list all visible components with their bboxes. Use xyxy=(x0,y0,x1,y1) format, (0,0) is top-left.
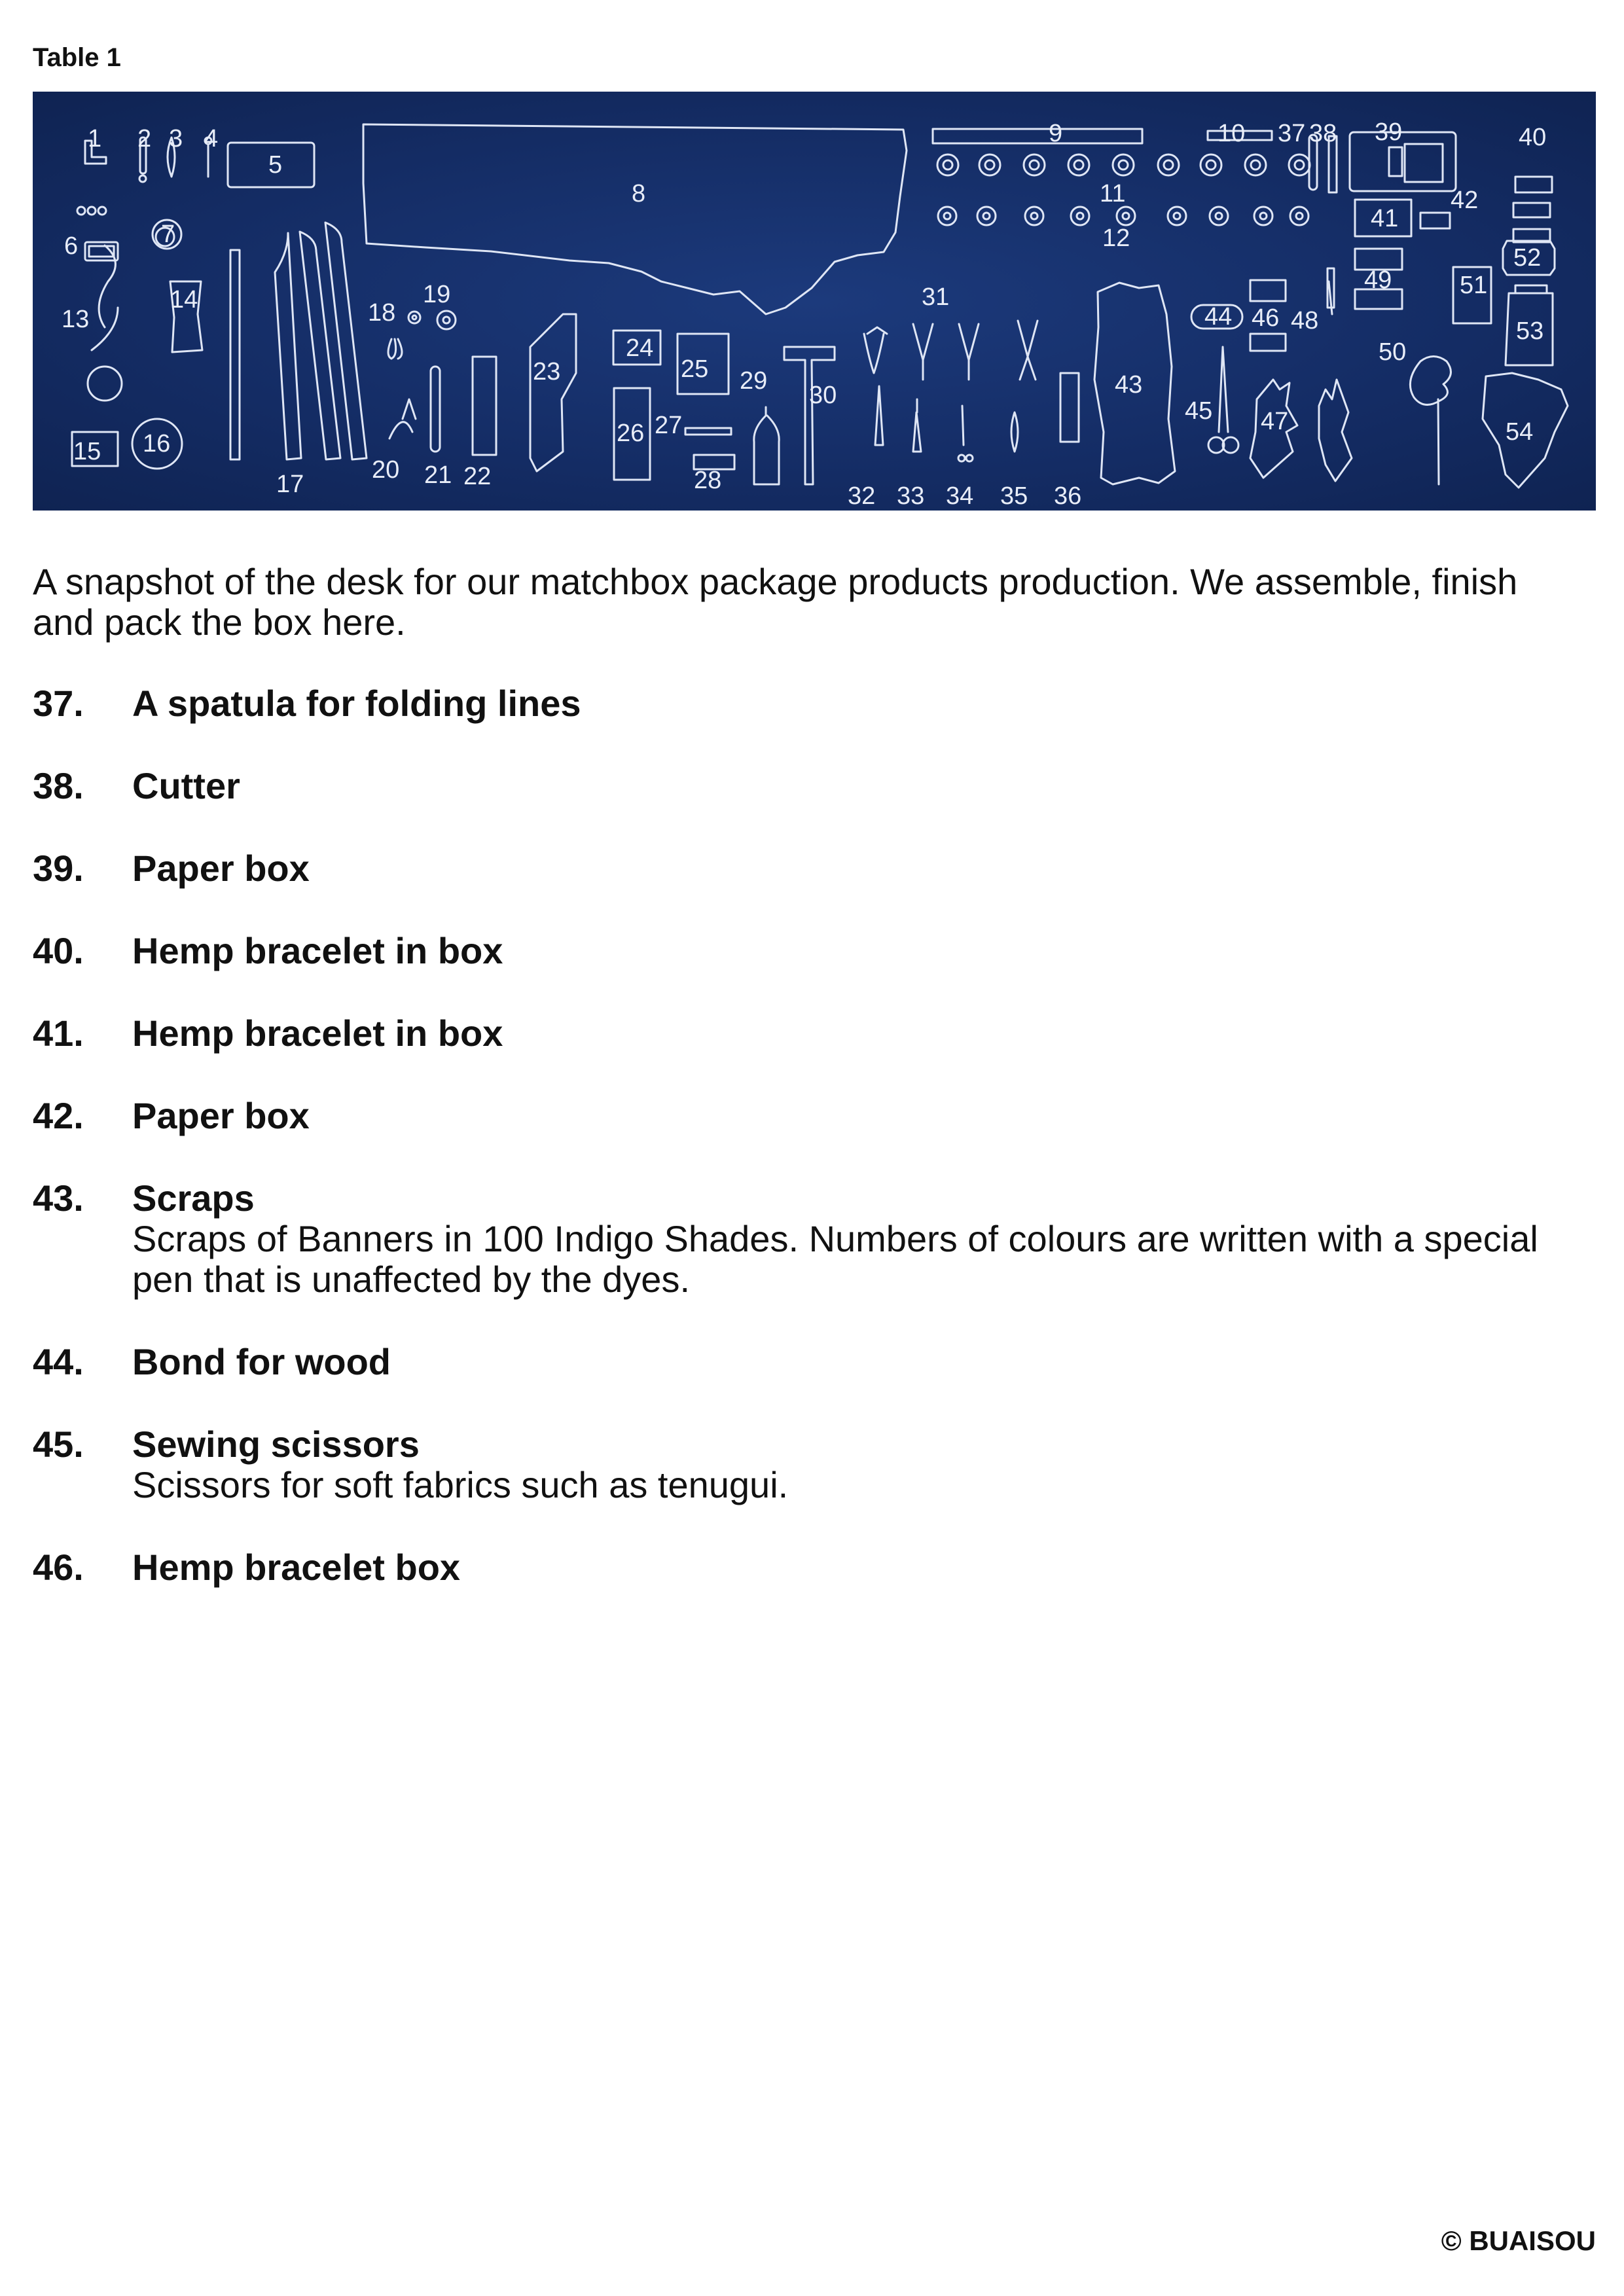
blueprint-label-46: 46 xyxy=(1252,304,1280,332)
item-title: Bond for wood xyxy=(132,1341,391,1382)
blueprint-label-34: 34 xyxy=(946,482,974,510)
item-title: Paper box xyxy=(132,1095,310,1136)
blueprint-label-49: 49 xyxy=(1364,266,1392,294)
item-title: A spatula for folding lines xyxy=(132,683,581,724)
blueprint-label-39: 39 xyxy=(1375,118,1403,146)
list-item xyxy=(33,848,1591,889)
list-item xyxy=(33,931,1591,971)
blueprint-label-41: 41 xyxy=(1371,205,1399,232)
blueprint-label-15: 15 xyxy=(73,438,101,465)
item-number: 38. xyxy=(33,765,84,806)
item-description: Scraps of Banners in 100 Indigo Shades. Numbers of colours are written with a special pen that is unaffected by the dyes. xyxy=(132,1218,1538,1300)
tool-blueprint-image xyxy=(33,92,1596,511)
blueprint-label-38: 38 xyxy=(1309,120,1337,147)
blueprint-label-19: 19 xyxy=(423,281,451,308)
blueprint-label-44: 44 xyxy=(1204,303,1233,331)
blueprint-label-12: 12 xyxy=(1102,224,1130,252)
intro-paragraph: A snapshot of the desk for our matchbox package products production. We assemble, finish and pack the box here. xyxy=(33,561,1518,643)
blueprint-label-8: 8 xyxy=(632,180,646,207)
item-number: 44. xyxy=(33,1341,84,1382)
blueprint-label-14: 14 xyxy=(170,286,198,314)
blueprint-label-43: 43 xyxy=(1115,371,1143,399)
blueprint-label-10: 10 xyxy=(1218,120,1246,147)
list-item xyxy=(33,683,1591,724)
blueprint-label-2: 2 xyxy=(137,125,152,152)
item-number: 45. xyxy=(33,1424,84,1465)
item-number: 39. xyxy=(33,848,84,889)
item-title: Sewing scissors xyxy=(132,1424,420,1465)
blueprint-label-35: 35 xyxy=(1000,482,1028,510)
blueprint-label-48: 48 xyxy=(1291,307,1319,334)
blueprint-label-28: 28 xyxy=(694,467,722,494)
blueprint-label-20: 20 xyxy=(372,456,400,484)
item-title: Cutter xyxy=(132,765,240,806)
blueprint-label-33: 33 xyxy=(897,482,925,510)
tool-outlines xyxy=(72,124,1568,488)
blueprint-label-50: 50 xyxy=(1379,338,1407,366)
blueprint-label-16: 16 xyxy=(143,430,171,457)
list-item xyxy=(33,1342,1591,1382)
blueprint-label-23: 23 xyxy=(533,358,561,386)
blueprint-label-27: 27 xyxy=(655,412,683,439)
blueprint-label-6: 6 xyxy=(64,232,79,260)
blueprint-label-51: 51 xyxy=(1460,272,1488,299)
blueprint-label-17: 17 xyxy=(276,471,304,498)
item-number: 40. xyxy=(33,930,84,971)
blueprint-label-21: 21 xyxy=(424,461,452,489)
blueprint-label-29: 29 xyxy=(740,367,768,395)
blueprint-label-30: 30 xyxy=(809,382,837,409)
blueprint-label-22: 22 xyxy=(463,463,492,490)
list-item xyxy=(33,1178,1591,1300)
blueprint-label-1: 1 xyxy=(88,125,102,152)
item-list xyxy=(33,683,1591,1630)
blueprint-label-5: 5 xyxy=(268,151,283,179)
list-item xyxy=(33,1013,1591,1054)
blueprint-label-45: 45 xyxy=(1185,397,1213,425)
blueprint-label-4: 4 xyxy=(204,125,219,152)
blueprint-label-42: 42 xyxy=(1451,187,1479,214)
item-title: Scraps xyxy=(132,1177,255,1219)
item-number: 41. xyxy=(33,1013,84,1054)
blueprint-label-32: 32 xyxy=(848,482,876,510)
item-description: Scissors for soft fabrics such as tenugui. xyxy=(132,1464,789,1505)
item-number: 37. xyxy=(33,683,84,724)
blueprint-label-54: 54 xyxy=(1506,418,1534,446)
blueprint-label-40: 40 xyxy=(1519,124,1547,151)
item-number: 46. xyxy=(33,1547,84,1588)
blueprint-label-18: 18 xyxy=(368,299,396,327)
blueprint-label-9: 9 xyxy=(1049,120,1063,147)
blueprint-label-25: 25 xyxy=(681,355,709,383)
item-title: Hemp bracelet in box xyxy=(132,930,503,971)
blueprint-label-31: 31 xyxy=(922,283,950,311)
blueprint-label-37: 37 xyxy=(1278,120,1306,147)
blueprint-label-47: 47 xyxy=(1261,408,1289,435)
item-title: Hemp bracelet box xyxy=(132,1547,461,1588)
list-item xyxy=(33,766,1591,806)
item-title: Paper box xyxy=(132,848,310,889)
blueprint-label-7: 7 xyxy=(161,221,175,248)
blueprint-label-3: 3 xyxy=(169,125,183,152)
blueprint-label-36: 36 xyxy=(1054,482,1082,510)
blueprint-labels xyxy=(62,118,1546,510)
item-number: 43. xyxy=(33,1177,84,1219)
blueprint-label-26: 26 xyxy=(617,420,645,447)
item-number: 42. xyxy=(33,1095,84,1136)
blueprint-label-11: 11 xyxy=(1100,180,1126,207)
blueprint-label-24: 24 xyxy=(626,334,654,362)
copyright-notice: © BUAISOU xyxy=(1441,2225,1596,2256)
list-item xyxy=(33,1424,1591,1505)
list-item xyxy=(33,1096,1591,1136)
blueprint-label-13: 13 xyxy=(62,306,90,333)
blueprint-label-52: 52 xyxy=(1513,244,1542,272)
blueprint-label-53: 53 xyxy=(1516,317,1544,345)
list-item xyxy=(33,1547,1591,1588)
table-caption: Table 1 xyxy=(33,43,121,72)
item-title: Hemp bracelet in box xyxy=(132,1013,503,1054)
